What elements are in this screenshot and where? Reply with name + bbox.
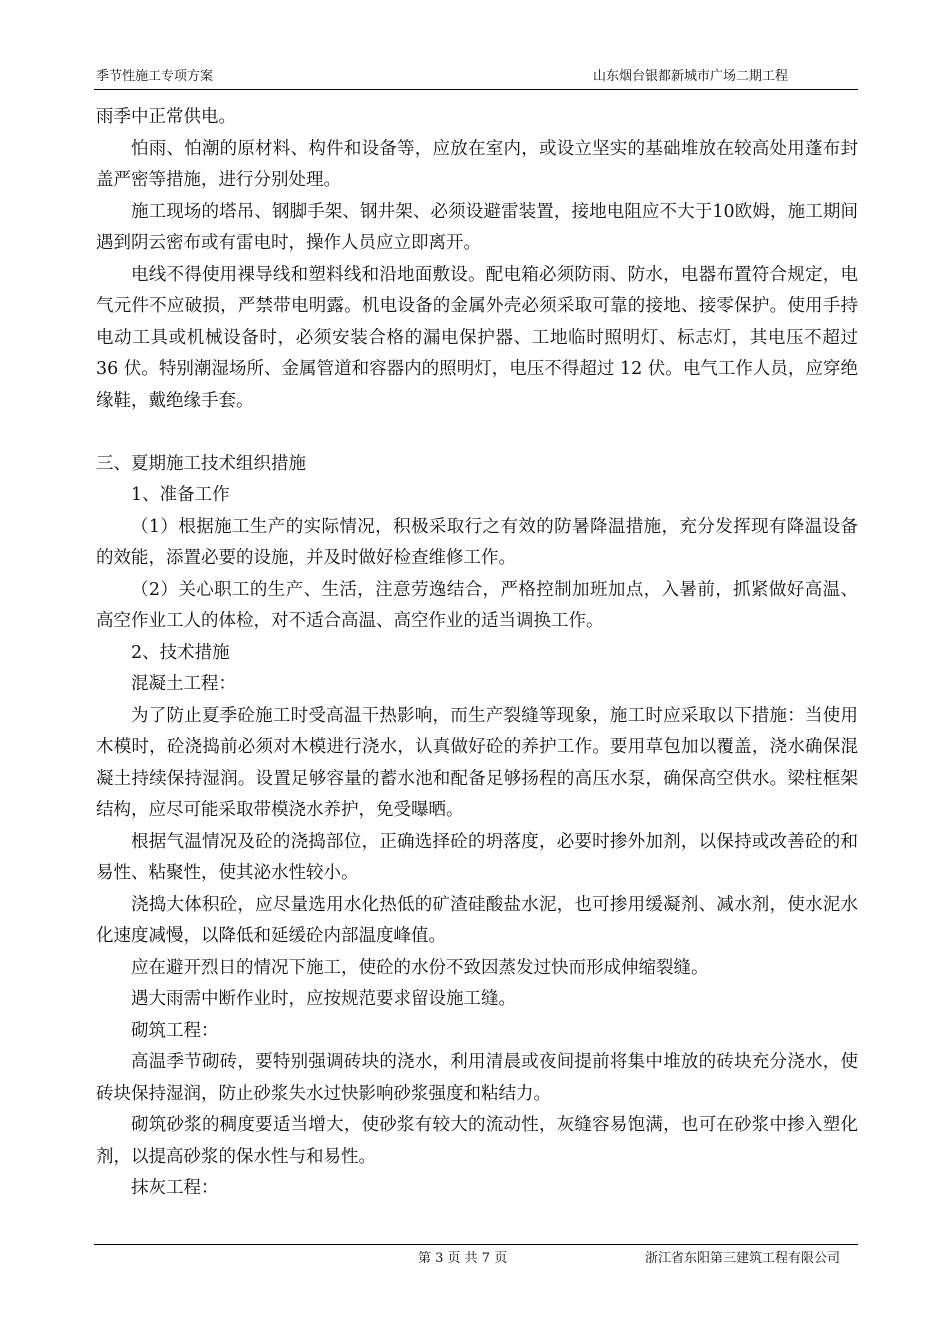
- topic-heading: 砌筑工程：: [131, 1020, 219, 1041]
- paragraph: 根据气温情况及砼的浇捣部位，正确选择砼的坍落度，必要时掺外加剂，以保持或改善砼的和易性、粘聚性，使其泌水性较小。: [96, 831, 858, 883]
- paragraph: 为了防止夏季砼施工时受高温干热影响，而生产裂缝等现象，施工时应采取以下措施：当使用木模时，砼浇捣前必须对木模进行浇水，认真做好砼的养护工作。要用草包加以覆盖，浇水确保混凝土持续保持湿润。设置足够容量的蓄水池和配备足够扬程的高压水泵，确保高空供水。梁柱框架结构，应尽可能采取带模浇水养护，免受曝晒。: [96, 705, 858, 820]
- subsection-heading: 2、技术措施: [131, 642, 230, 663]
- paragraph: 怕雨、怕潮的原材料、构件和设备等，应放在室内，或设立坚实的基础堆放在较高处用蓬布封盖严密等措施，进行分别处理。: [96, 138, 858, 190]
- header-project-name: 山东烟台银都新城市广场二期工程: [592, 69, 788, 84]
- paragraph: 施工现场的塔吊、钢脚手架、钢井架、必须设避雷装置，接地电阻应不大于10欧姆，施工期间遇到阴云密布或有雷电时，操作人员应立即离开。: [96, 201, 858, 253]
- topic-heading: 抹灰工程：: [131, 1178, 219, 1198]
- paragraph: 遇大雨需中断作业时，应按规范要求留设施工缝。: [131, 989, 516, 1009]
- paragraph: 浇捣大体积砼，应尽量选用水化热低的矿渣硅酸盐水泥，也可掺用缓凝剂、减水剂，使水泥水化速度减慢，以降低和延缓砼内部温度峰值。: [96, 894, 858, 946]
- paragraph: 高温季节砌砖，要特别强调砖块的浇水，利用清晨或夜间提前将集中堆放的砖块充分浇水，使砖块保持湿润，防止砂浆失水过快影响砂浆强度和粘结力。: [96, 1052, 858, 1104]
- header-document-title: 季节性施工专项方案: [96, 69, 214, 84]
- subsection-heading: 1、准备工作: [131, 485, 230, 505]
- page-header: [96, 66, 858, 88]
- paragraph: 雨季中正常供电。: [96, 107, 236, 127]
- paragraph: 砌筑砂浆的稠度要适当增大，使砂浆有较大的流动性，灰缝容易饱满，也可在砂浆中掺入塑化剂，以提高砂浆的保水性与和易性。: [96, 1115, 858, 1167]
- section-heading: 三、夏期施工技术组织措施: [96, 453, 306, 474]
- footer-company-name: 浙江省东阳第三建筑工程有限公司: [644, 1251, 840, 1266]
- paragraph: （1）根据施工生产的实际情况，积极采取行之有效的防暑降温措施，充分发挥现有降温设备的效能，添置必要的设施，并及时做好检查维修工作。: [96, 516, 858, 568]
- footer-divider: [94, 1244, 858, 1245]
- document-body: [96, 102, 858, 1205]
- page-footer: [96, 1248, 858, 1270]
- header-divider: [94, 89, 858, 90]
- blank-line: [96, 417, 858, 449]
- page-number: 第 3 页 共 7 页: [418, 1251, 508, 1266]
- paragraph: （2）关心职工的生产、生活，注意劳逸结合，严格控制加班加点，入暑前，抓紧做好高温、高空作业工人的体检，对不适合高温、高空作业的适当调换工作。: [96, 579, 858, 631]
- paragraph: 电线不得使用裸导线和塑料线和沿地面敷设。配电箱必须防雨、防水，电器布置符合规定，电气元件不应破损，严禁带电明露。机电设备的金属外壳必须采取可靠的接地、接零保护。使用手持电动工具或机械设备时，必须安装合格的漏电保护器、工地临时照明灯、标志灯，其电压不超过 36 伏。特别潮湿场所、金属管道和容器内的照明灯，电压不得超过 12 伏。电气工作人员，应穿绝缘鞋，戴绝缘手套。: [96, 264, 858, 411]
- topic-heading: 混凝土工程：: [131, 674, 236, 694]
- paragraph: 应在避开烈日的情况下施工，使砼的水份不致因蒸发过快而形成伸缩裂缝。: [131, 957, 709, 978]
